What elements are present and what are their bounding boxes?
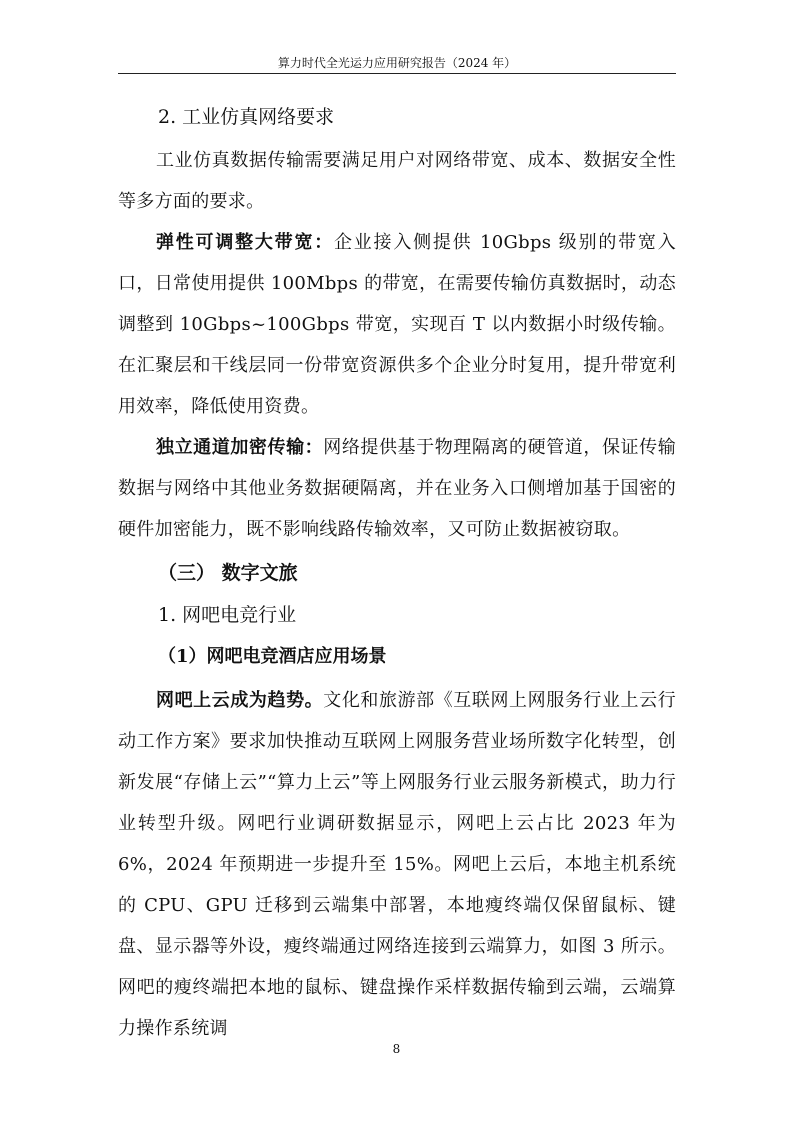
paragraph-lead-encrypted-channel: 独立通道加密传输： (156, 437, 324, 458)
paragraph-body-cloud-trend: 文化和旅游部《互联网上网服务行业上云行动工作方案》要求加快推动互联网上网服务营业场所数字化转型，创新发展“存储上云”“算力上云”等上网服务行业云服务新模式，助力行业转型升级。网吧行业调研数据显示，网吧上云占比 2023 年为 6%，2024 年预期进一步提升至 15%。网吧上云后，本地主机系统的 CPU、GPU 迁移到云端集中部署，本地瘦终端仅保留鼠标、键盘、显示器等外设，瘦终端通过网络连接到云端算力，如图 3 所示。网吧的瘦终端把本地的鼠标、键盘操作采样数据传输到云端，云端算力操作系统调 (118, 690, 676, 1039)
paragraph-body-elastic-bandwidth: 企业接入侧提供 10Gbps 级别的带宽入口，日常使用提供 100Mbps 的带宽，在需要传输仿真数据时，动态调整到 10Gbps~100Gbps 带宽，实现百 T 以内数据小时级传输。在汇聚层和干线层同一份带宽资源供多个企业分时复用，提升带宽利用效率，降低使用资费。 (118, 232, 676, 417)
paragraph-cloud-trend (118, 680, 676, 1049)
running-header: 算力时代全光运力应用研究报告（2024 年） (277, 56, 517, 70)
paragraph-body-encrypted-channel: 网络提供基于物理隔离的硬管道，保证传输数据与网络中其他业务数据硬隔离，并在业务入口侧增加基于国密的硬件加密能力，既不影响线路传输效率，又可防止数据被窃取。 (118, 437, 676, 540)
paragraph-lead-cloud-trend: 网吧上云成为趋势。 (156, 690, 324, 711)
paragraph-encrypted-channel (118, 427, 676, 550)
subsection-title-industrial-simulation: 2. 工业仿真网络要求 (158, 106, 335, 128)
subsection-title-internet-cafe: 1. 网吧电竞行业 (158, 604, 297, 626)
header-divider (118, 73, 676, 74)
subsubsection-title-application-scenario: （1）网吧电竞酒店应用场景 (158, 646, 387, 667)
paragraph-requirements-intro: 工业仿真数据传输需要满足用户对网络带宽、成本、数据安全性等多方面的要求。 (118, 150, 676, 212)
page-body (118, 98, 676, 1049)
section-title-digital-tourism: （三） 数字文旅 (158, 562, 298, 584)
paragraph-elastic-bandwidth (118, 222, 676, 427)
page-number: 8 (392, 1042, 401, 1056)
paragraph-lead-elastic-bandwidth: 弹性可调整大带宽： (156, 232, 334, 253)
